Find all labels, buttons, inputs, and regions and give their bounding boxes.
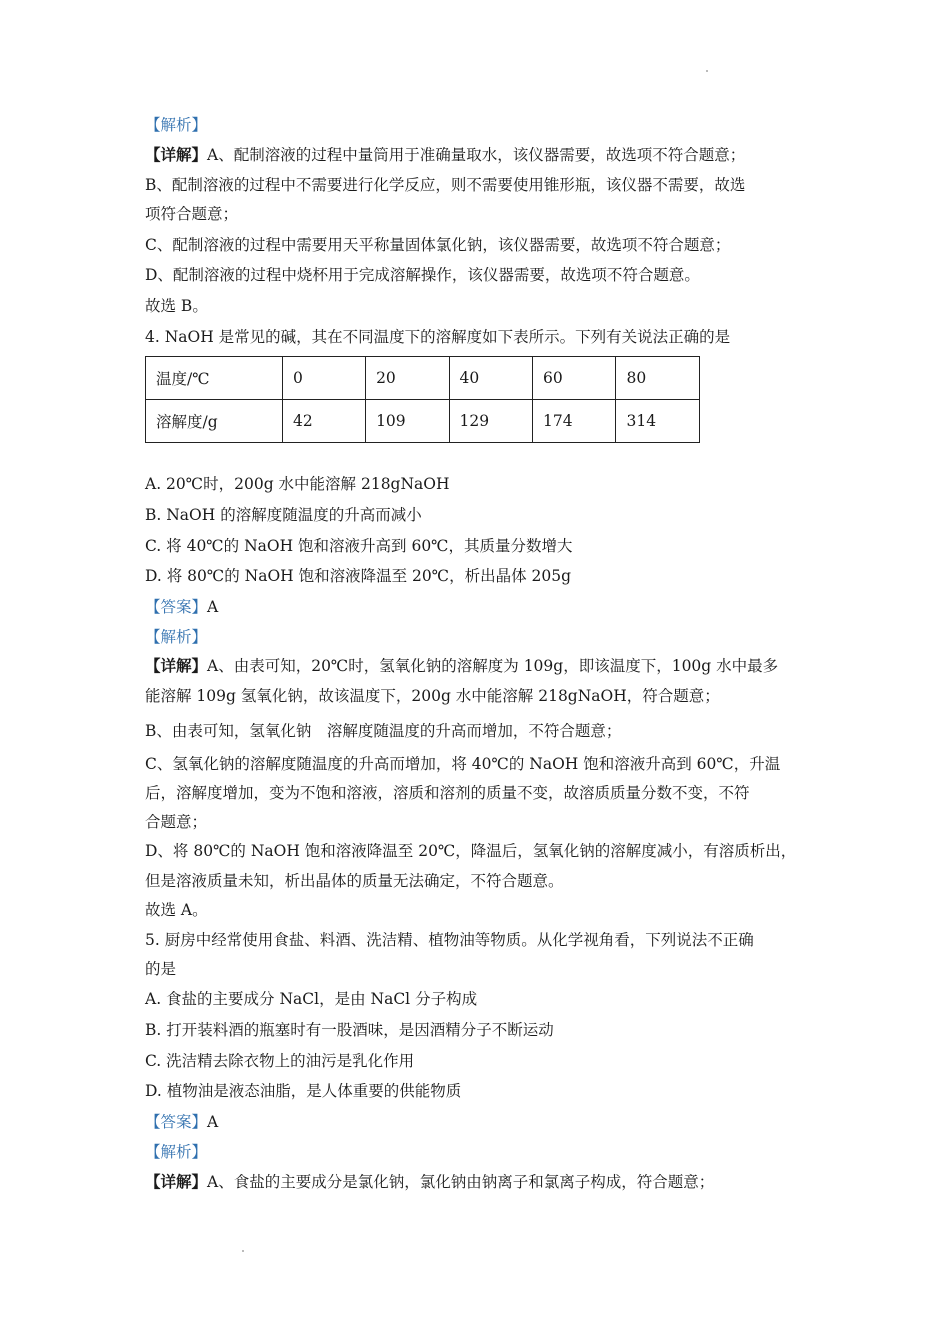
q4-answer: 【答案】A <box>145 598 219 616</box>
q5-answer: 【答案】A <box>145 1113 219 1131</box>
q3-detail-b-line2: 项符合题意； <box>145 205 239 223</box>
table-cell: 129 <box>449 400 532 443</box>
q4-detail-c-line3: 合题意； <box>145 813 208 831</box>
answer-tag: 【答案】 <box>145 598 208 616</box>
q4-detail-a-line1: 【详解】A、由表可知，20℃时，氢氧化钠的溶解度为 109g，即该温度下，100g 水中最多 <box>145 656 779 675</box>
q4-conclusion: 故选 A。 <box>145 901 208 919</box>
analysis-tag: 【解析】 <box>145 628 208 646</box>
q4-detail-d-line2: 但是溶液质量未知，析出晶体的质量无法确定，不符合题意。 <box>145 872 564 890</box>
q5-option-b: B. 打开装料酒的瓶塞时有一股酒味，是因酒精分子不断运动 <box>145 1021 554 1039</box>
q4-detail-b: B、由表可知，氢氧化钠 溶解度随温度的升高而增加，不符合题意； <box>145 722 622 740</box>
analysis-tag: 【解析】 <box>145 1143 208 1161</box>
q4-detail-c-line1: C、氢氧化钠的溶解度随温度的升高而增加，将 40℃的 NaOH 饱和溶液升高到 60℃，升温 <box>145 755 781 773</box>
table-cell: 0 <box>283 357 366 400</box>
table-cell: 314 <box>616 400 700 443</box>
table-cell: 42 <box>283 400 366 443</box>
q4-analysis-heading <box>145 626 825 648</box>
q3-detail-b-line1: B、配制溶液的过程中不需要进行化学反应，则不需要使用锥形瓶，该仪器不需要，故选 <box>145 176 746 194</box>
q4-option-c: C. 将 40℃的 NaOH 饱和溶液升高到 60℃，其质量分数增大 <box>145 537 573 555</box>
table-row <box>146 357 700 400</box>
scan-speck <box>706 70 708 72</box>
detail-tag: 【详解】 <box>145 145 208 164</box>
detail-tag: 【详解】 <box>145 1172 208 1191</box>
table-row <box>146 400 700 443</box>
analysis-tag: 【解析】 <box>145 116 208 134</box>
table-cell: 40 <box>449 357 532 400</box>
q3-analysis-heading <box>145 114 825 136</box>
detail-tag: 【详解】 <box>145 656 208 675</box>
table-cell: 109 <box>366 400 449 443</box>
table-header-temperature: 温度/℃ <box>146 357 283 400</box>
answer-tag: 【答案】 <box>145 1113 208 1131</box>
q5-option-c: C. 洗洁精去除衣物上的油污是乳化作用 <box>145 1052 415 1070</box>
table-header-solubility: 溶解度/g <box>146 400 283 443</box>
q3-conclusion: 故选 B。 <box>145 297 208 315</box>
q4-option-d: D. 将 80℃的 NaOH 饱和溶液降温至 20℃，析出晶体 205g <box>145 567 572 585</box>
q3-detail-d: D、配制溶液的过程中烧杯用于完成溶解操作，该仪器需要，故选项不符合题意。 <box>145 266 700 284</box>
q4-detail-d-line1: D、将 80℃的 NaOH 饱和溶液降温至 20℃，降温后，氢氧化钠的溶解度减小，有溶质析出， <box>145 842 797 860</box>
scan-speck <box>242 1250 244 1252</box>
table-cell: 174 <box>533 400 616 443</box>
table-cell: 20 <box>366 357 449 400</box>
q5-stem-line2: 的是 <box>145 960 177 978</box>
q5-option-d: D. 植物油是液态油脂，是人体重要的供能物质 <box>145 1082 462 1100</box>
q5-stem-line1: 5. 厨房中经常使用食盐、料酒、洗洁精、植物油等物质。从化学视角看，下列说法不正确 <box>145 931 754 949</box>
q4-option-b: B. NaOH 的溶解度随温度的升高而减小 <box>145 506 422 524</box>
table-cell: 60 <box>533 357 616 400</box>
q4-stem: 4. NaOH 是常见的碱，其在不同温度下的溶解度如下表所示。下列有关说法正确的是 <box>145 328 731 346</box>
solubility-table <box>145 356 700 443</box>
q3-detail-c: C、配制溶液的过程中需要用天平称量固体氯化钠，该仪器需要，故选项不符合题意； <box>145 236 731 254</box>
q5-analysis-heading <box>145 1141 825 1163</box>
q4-detail-c-line2: 后，溶解度增加，变为不饱和溶液，溶质和溶剂的质量不变，故溶质质量分数不变，不符 <box>145 784 750 802</box>
q3-detail-a: 【详解】A、配制溶液的过程中量筒用于准确量取水，该仪器需要，故选项不符合题意； <box>145 145 746 164</box>
q4-detail-a-line2: 能溶解 109g 氢氧化钠，故该温度下，200g 水中能溶解 218gNaOH，符合题意； <box>145 687 720 705</box>
q5-detail-a: 【详解】A、食盐的主要成分是氯化钠，氯化钠由钠离子和氯离子构成，符合题意； <box>145 1172 715 1191</box>
q4-option-a: A. 20℃时，200g 水中能溶解 218gNaOH <box>145 475 450 493</box>
q5-option-a: A. 食盐的主要成分 NaCl，是由 NaCl 分子构成 <box>145 990 478 1008</box>
table-cell: 80 <box>616 357 700 400</box>
